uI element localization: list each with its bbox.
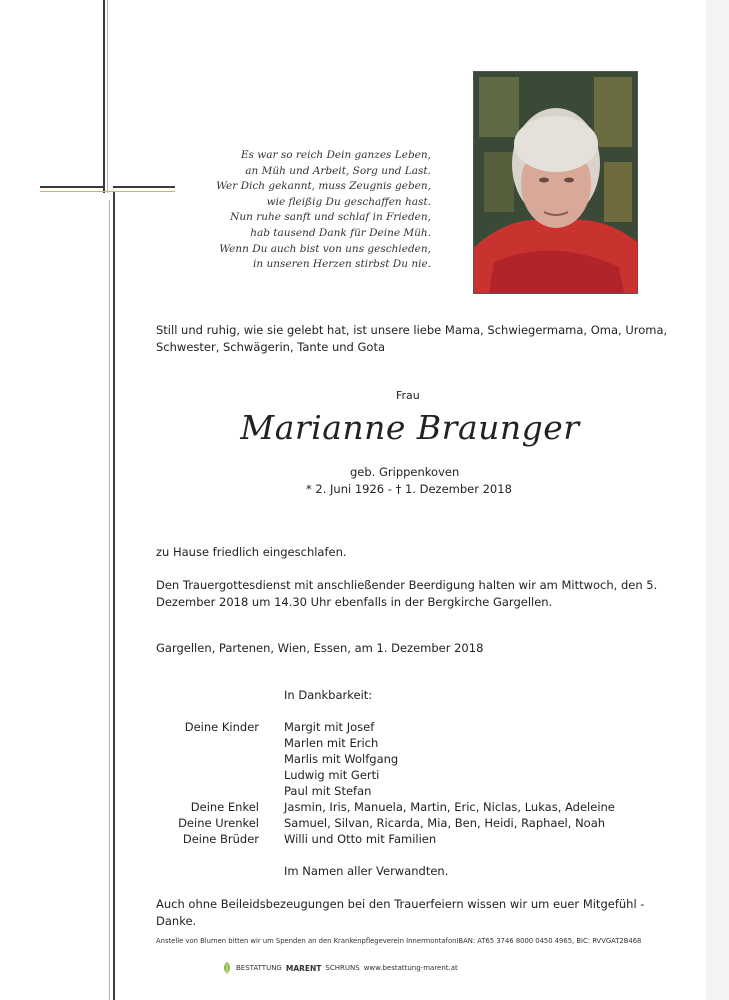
child-entry: Margit mit Josef: [284, 720, 375, 734]
poem-line: Wenn Du auch bist von uns geschieden,: [219, 242, 431, 255]
cross-arm-gold-line: [40, 191, 175, 192]
child-entry: Marlen mit Erich: [284, 736, 379, 750]
child-entry: Marlis mit Wolfgang: [284, 752, 399, 766]
footer-brand: MARENT: [285, 963, 322, 973]
great-grandchildren-label: Deine Urenkel: [178, 816, 259, 830]
funeral-home-footer: [222, 962, 458, 974]
passing-note: zu Hause friedlich eingeschlafen.: [156, 545, 347, 559]
title-prefix: Frau: [396, 389, 420, 402]
poem-line: Wer Dich gekannt, muss Zeugnis geben,: [216, 180, 431, 193]
poem-line: in unseren Herzen stirbst Du nie.: [253, 258, 431, 271]
poem-line: hab tausend Dank für Deine Müh.: [250, 226, 431, 239]
cross-upper-gold-line: [107, 0, 108, 193]
cross-lower-gold-line: [109, 200, 110, 1000]
brothers-label: Deine Brüder: [182, 832, 259, 846]
leaf-icon: [222, 962, 232, 974]
service-info: Den Trauergottesdienst mit anschließender Beerdigung halten wir am Mittwoch, den 5. Dezember 2018 um 14.30 Uhr ebenfalls in der Bergkirche Gargellen.: [156, 578, 658, 609]
life-dates: * 2. Juni 1926 - † 1. Dezember 2018: [306, 482, 512, 496]
grandchildren-label: Deine Enkel: [190, 800, 259, 814]
footer-town: SCHRUNS: [325, 964, 360, 972]
all-relatives: Im Namen aller Verwandten.: [284, 864, 449, 878]
donation-note: Anstelle von Blumen bitten wir um Spenden an den Krankenpflegeverein InnermontafonIBAN: AT65 3746 8000 0450 4965, BIC: RVVGAT2B468: [156, 937, 642, 945]
footer-website[interactable]: www.bestattung-marent.at: [363, 964, 458, 972]
cross-upper-bar: [103, 0, 105, 193]
closing-note: Auch ohne Beileidsbezeugungen bei den Trauerfeiern wissen wir um euer Mitgefühl - Danke.: [156, 897, 645, 928]
page-edge: [706, 0, 729, 1000]
memorial-poem: [215, 148, 431, 273]
poem-line: Nun ruhe sanft und schlaf in Frieden,: [230, 211, 431, 224]
cross-lower-bar: [113, 192, 115, 1000]
child-entry: Paul mit Stefan: [284, 784, 372, 798]
poem-line: wie fleißig Du geschaffen hast.: [266, 195, 431, 208]
deceased-name: Marianne Braunger: [240, 408, 580, 447]
grandchildren-list: Jasmin, Iris, Manuela, Martin, Eric, Niclas, Lukas, Adeleine: [284, 800, 615, 814]
thanks-heading: In Dankbarkeit:: [284, 688, 373, 702]
birth-name: geb. Grippenkoven: [350, 465, 460, 479]
great-grandchildren-list: Samuel, Silvan, Ricarda, Mia, Ben, Heidi, Raphael, Noah: [284, 816, 606, 830]
intro-text: Still und ruhig, wie sie gelebt hat, ist unsere liebe Mama, Schwiegermama, Oma, Uroma, Schwester, Schwägerin, Tante und Gota: [156, 323, 668, 354]
place-date: Gargellen, Partenen, Wien, Essen, am 1. Dezember 2018: [156, 641, 484, 655]
poem-line: Es war so reich Dein ganzes Leben,: [240, 149, 431, 161]
cross-right-arm: [113, 186, 175, 188]
portrait-photo: [473, 71, 638, 294]
portrait-illustration: [474, 72, 637, 293]
children-label: Deine Kinder: [184, 720, 259, 734]
child-entry: Ludwig mit Gerti: [284, 768, 380, 782]
footer-prefix: BESTATTUNG: [236, 964, 282, 972]
brothers-list: Willi und Otto mit Familien: [284, 832, 437, 846]
poem-line: an Müh und Arbeit, Sorg und Last.: [245, 164, 431, 177]
cross-left-arm: [40, 186, 104, 188]
